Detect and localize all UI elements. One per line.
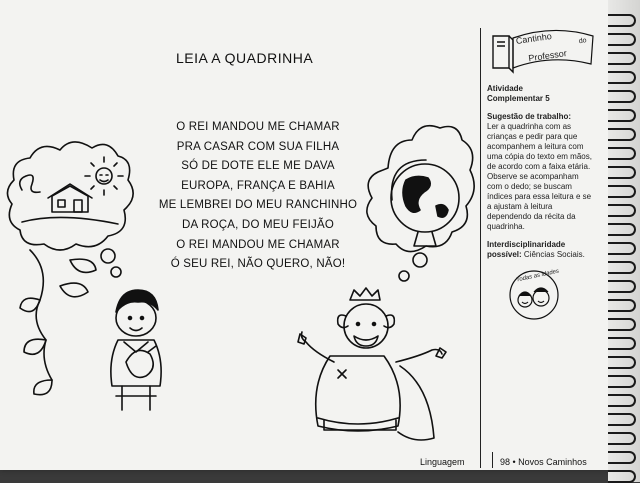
binding-ring <box>608 128 636 141</box>
all-ages-stamp <box>507 268 561 322</box>
poem-line: DA ROÇA, DO MEU FEIJÃO <box>181 218 334 231</box>
binding-ring <box>608 432 636 445</box>
activity-heading <box>487 84 595 104</box>
poem-line: O REI MANDOU ME CHAMAR <box>176 121 340 133</box>
interdisc-text: Ciências Sociais. <box>523 250 585 259</box>
binding-ring <box>608 242 636 255</box>
stamp-text: Todas as idades <box>515 268 560 284</box>
binding-ring <box>608 90 636 103</box>
footer-divider <box>492 452 493 468</box>
sidebar-divider <box>480 28 481 468</box>
binding-ring <box>608 470 636 483</box>
binding-ring <box>608 375 636 388</box>
binding-ring <box>608 356 636 369</box>
teacher-corner-sidebar <box>487 28 595 322</box>
badge-line: Professor <box>527 48 568 64</box>
poem-line: O REI MANDOU ME CHAMAR <box>176 238 340 251</box>
interdisc-label: Interdisciplinaridade possível: <box>487 240 566 259</box>
binding-ring <box>608 109 636 122</box>
badge-line: Cantinho <box>515 31 553 46</box>
badge-line: do <box>578 37 588 46</box>
binding-ring <box>608 394 636 407</box>
page-title: LEIA A QUADRINHA <box>176 50 314 66</box>
binding-ring <box>608 318 636 331</box>
binding-ring <box>608 261 636 274</box>
activity-line: Atividade <box>487 84 524 93</box>
binding-ring <box>608 71 636 84</box>
cantinho-do-professor-badge <box>487 28 595 78</box>
binding-ring <box>608 337 636 350</box>
binding-ring <box>608 451 636 464</box>
binding-ring <box>608 14 636 27</box>
poem-line: EUROPA, FRANÇA E BAHIA <box>181 179 335 192</box>
spiral-binding <box>608 0 640 482</box>
poem-line: ME LEMBREI DO MEU RANCHINHO <box>158 199 358 212</box>
poem-line: Ó SEU REI, NÃO QUERO, NÃO! <box>170 258 346 271</box>
footer-section: Linguagem <box>420 457 465 467</box>
footer-page-info: 98 • Novos Caminhos <box>500 457 587 467</box>
binding-ring <box>608 185 636 198</box>
suggestion-block <box>487 112 595 232</box>
interdisciplinary-block <box>487 240 595 260</box>
binding-ring <box>608 223 636 236</box>
suggestion-text: Ler a quadrinha com as crianças e pedir para que acompanhem a leitura com uma cópia do texto em mãos, de acordo com a faixa etária. Observe se acompanham com o dedo; se buscam índices para essa leitura e se a ajustam à leitura dependendo da récita da quadrinha. <box>487 122 592 231</box>
suggestion-label: Sugestão de trabalho: <box>487 112 572 121</box>
binding-ring <box>608 204 636 217</box>
binding-ring <box>608 33 636 46</box>
poem-line: SÓ DE DOTE ELE ME DAVA <box>181 160 335 173</box>
binding-ring <box>608 166 636 179</box>
binding-ring <box>608 413 636 426</box>
binding-ring <box>608 280 636 293</box>
binding-ring <box>608 299 636 312</box>
activity-line: Complementar 5 <box>487 94 550 103</box>
poem-line: PRA CASAR COM SUA FILHA <box>176 140 340 153</box>
binding-ring <box>608 52 636 65</box>
binding-ring <box>608 147 636 160</box>
